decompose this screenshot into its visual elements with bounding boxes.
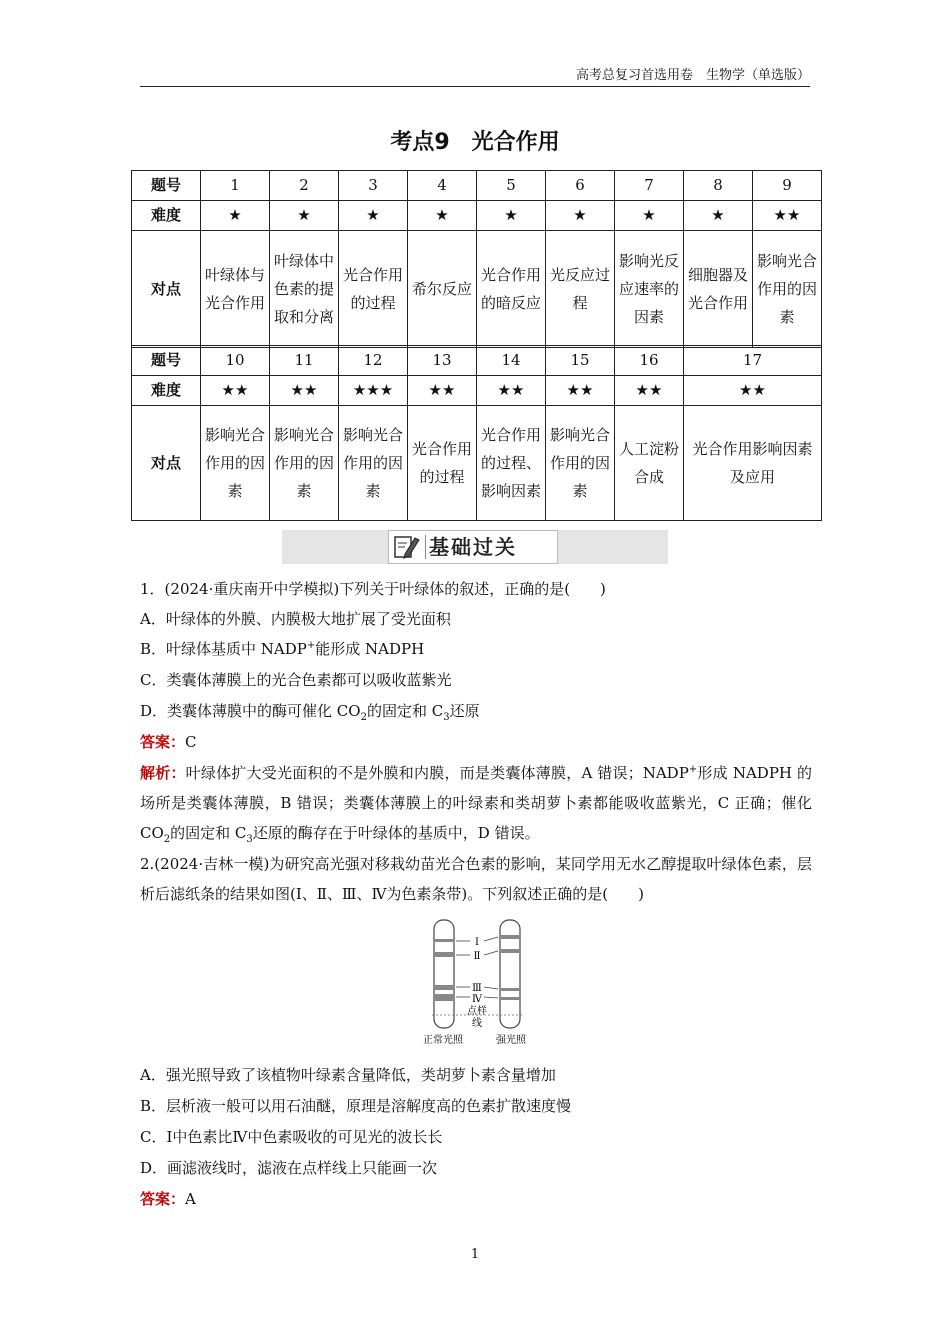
topic-cell: 光合作用影响因素及应用 bbox=[684, 406, 822, 521]
table-row bbox=[132, 346, 822, 376]
topic-cell: 光合作用的过程 bbox=[339, 231, 408, 348]
option-text: 还原 bbox=[449, 702, 480, 720]
topic-cell: 光合作用的过程、影响因素 bbox=[477, 406, 546, 521]
q2-option-c: C．Ⅰ中色素比Ⅳ中色素吸收的可见光的波长长 bbox=[140, 1128, 443, 1146]
question-number: 6 bbox=[546, 171, 615, 201]
q2-answer bbox=[140, 1184, 812, 1214]
band-label: Ⅱ bbox=[473, 951, 481, 962]
topic-table-1 bbox=[131, 170, 822, 348]
option-text: D．类囊体薄膜中的酶可催化 CO bbox=[140, 702, 361, 720]
row-label: 题号 bbox=[132, 346, 201, 376]
topic-cell: 光合作用的暗反应 bbox=[477, 231, 546, 348]
q1-option-c: C．类囊体薄膜上的光合色素都可以吸收蓝紫光 bbox=[140, 671, 452, 689]
topic-cell: 影响光合作用的因素 bbox=[201, 406, 270, 521]
question-number: 12 bbox=[339, 346, 408, 376]
question-number: 7 bbox=[615, 171, 684, 201]
question-number: 9 bbox=[753, 171, 822, 201]
row-label: 难度 bbox=[132, 201, 201, 231]
question-number: 16 bbox=[615, 346, 684, 376]
q2-option-a: A．强光照导致了该植物叶绿素含量降低，类胡萝卜素含量增加 bbox=[140, 1066, 556, 1084]
line-label: 线 bbox=[472, 1018, 482, 1029]
question-number: 14 bbox=[477, 346, 546, 376]
difficulty-stars: ★ bbox=[684, 201, 753, 231]
topic-cell: 人工淀粉合成 bbox=[615, 406, 684, 521]
header-text: 高考总复习首选用卷 生物学（单选版） bbox=[575, 68, 810, 83]
band-label: Ⅳ bbox=[472, 994, 482, 1005]
topic-cell: 影响光合作用的因素 bbox=[546, 406, 615, 521]
banner-divider bbox=[425, 535, 426, 559]
superscript: + bbox=[306, 640, 316, 651]
answer-value: A bbox=[185, 1190, 196, 1208]
answer-label: 答案： bbox=[140, 1190, 186, 1208]
difficulty-stars: ★★ bbox=[477, 376, 546, 406]
table-row bbox=[132, 406, 822, 521]
q1-analysis bbox=[140, 758, 812, 848]
line-label: 点样 bbox=[467, 1006, 487, 1017]
q1-stem: 1．(2024·重庆南开中学模拟)下列关于叶绿体的叙述，正确的是( ) bbox=[140, 580, 606, 598]
option-text: B．叶绿体基质中 NADP bbox=[140, 640, 307, 658]
option-text: 的固定和 C bbox=[366, 702, 444, 720]
left-caption: 正常光照 bbox=[423, 1035, 463, 1046]
difficulty-stars: ★ bbox=[477, 201, 546, 231]
topic-table-2 bbox=[131, 345, 822, 521]
difficulty-stars: ★★★ bbox=[339, 376, 408, 406]
analysis-label: 解析： bbox=[140, 764, 186, 782]
question-number: 17 bbox=[684, 346, 822, 376]
difficulty-stars: ★ bbox=[201, 201, 270, 231]
topic-cell: 细胞器及光合作用 bbox=[684, 231, 753, 348]
difficulty-stars: ★ bbox=[546, 201, 615, 231]
q1-answer bbox=[140, 727, 812, 757]
topic-cell: 叶绿体中色素的提取和分离 bbox=[270, 231, 339, 348]
question-number: 4 bbox=[408, 171, 477, 201]
question-number: 8 bbox=[684, 171, 753, 201]
difficulty-stars: ★ bbox=[615, 201, 684, 231]
q1-option-b bbox=[140, 634, 812, 664]
analysis-text: 还原的酶存在于叶绿体的基质中，D 错误。 bbox=[252, 824, 540, 842]
band-label: Ⅲ bbox=[472, 983, 482, 994]
difficulty-stars: ★★ bbox=[408, 376, 477, 406]
option-text: 能形成 NADPH bbox=[315, 640, 425, 658]
q1-option-d bbox=[140, 696, 812, 726]
page-number: 1 bbox=[470, 1247, 480, 1262]
topic-cell: 影响光合作用的因素 bbox=[270, 406, 339, 521]
section-title: 基础过关 bbox=[429, 535, 517, 559]
table-row bbox=[132, 231, 822, 348]
question-number: 3 bbox=[339, 171, 408, 201]
pencil-icon bbox=[393, 534, 421, 560]
superscript: + bbox=[688, 764, 698, 775]
subscript: 2 bbox=[360, 712, 367, 723]
question-number: 11 bbox=[270, 346, 339, 376]
topic-cell: 希尔反应 bbox=[408, 231, 477, 348]
topic-cell: 影响光反应速率的因素 bbox=[615, 231, 684, 348]
analysis-text: 形成 NADPH 的场所是类囊体薄膜，B 错误；类囊体薄膜上的叶绿素和类胡萝卜素都能吸收蓝紫光，C 正确；催化 CO bbox=[140, 764, 812, 842]
section-banner-box bbox=[388, 530, 558, 564]
difficulty-stars: ★ bbox=[270, 201, 339, 231]
row-label: 难度 bbox=[132, 376, 201, 406]
question-number: 2 bbox=[270, 171, 339, 201]
table-row bbox=[132, 201, 822, 231]
difficulty-stars: ★★ bbox=[615, 376, 684, 406]
question-number: 15 bbox=[546, 346, 615, 376]
analysis-text: 的固定和 C bbox=[170, 824, 247, 842]
question-number: 13 bbox=[408, 346, 477, 376]
difficulty-stars: ★★ bbox=[270, 376, 339, 406]
answer-label: 答案： bbox=[140, 733, 186, 751]
difficulty-stars: ★★ bbox=[753, 201, 822, 231]
topic-cell: 影响光合作用的因素 bbox=[339, 406, 408, 521]
table-row bbox=[132, 376, 822, 406]
page-title: 考点9 光合作用 bbox=[390, 130, 560, 155]
analysis-text: 叶绿体扩大受光面积的不是外膜和内膜，而是类囊体薄膜，A 错误；NADP bbox=[185, 764, 689, 782]
difficulty-stars: ★ bbox=[339, 201, 408, 231]
right-filter-strip bbox=[500, 920, 520, 1028]
right-caption: 强光照 bbox=[496, 1035, 526, 1046]
topic-cell: 叶绿体与光合作用 bbox=[201, 231, 270, 348]
question-number: 1 bbox=[201, 171, 270, 201]
topic-cell: 光合作用的过程 bbox=[408, 406, 477, 521]
row-label: 对点 bbox=[132, 231, 201, 348]
chromatography-figure bbox=[412, 915, 542, 1050]
answer-value: C bbox=[185, 733, 197, 751]
difficulty-stars: ★ bbox=[408, 201, 477, 231]
question-number: 5 bbox=[477, 171, 546, 201]
table-row bbox=[132, 171, 822, 201]
topic-cell: 影响光合作用的因素 bbox=[753, 231, 822, 348]
row-label: 题号 bbox=[132, 171, 201, 201]
q2-option-d: D．画滤液线时，滤液在点样线上只能画一次 bbox=[140, 1159, 438, 1177]
page-header bbox=[140, 66, 810, 87]
difficulty-stars: ★★ bbox=[546, 376, 615, 406]
difficulty-stars: ★★ bbox=[201, 376, 270, 406]
q1-option-a: A．叶绿体的外膜、内膜极大地扩展了受光面积 bbox=[140, 610, 451, 628]
topic-cell: 光反应过程 bbox=[546, 231, 615, 348]
subscript: 3 bbox=[246, 834, 253, 845]
row-label: 对点 bbox=[132, 406, 201, 521]
q2-stem: 2.(2024·吉林一模)为研究高光强对移栽幼苗光合色素的影响，某同学用无水乙醇提取叶绿体色素，层析后滤纸条的结果如图(Ⅰ、Ⅱ、Ⅲ、Ⅳ为色素条带)。下列叙述正确的是( ) bbox=[140, 855, 812, 903]
subscript: 2 bbox=[163, 834, 171, 845]
left-filter-strip bbox=[434, 920, 454, 1028]
subscript: 3 bbox=[443, 712, 450, 723]
section-banner bbox=[282, 530, 668, 564]
band-label: Ⅰ bbox=[475, 937, 479, 948]
question-number: 10 bbox=[201, 346, 270, 376]
difficulty-stars: ★★ bbox=[684, 376, 822, 406]
q2-option-b: B．层析液一般可以用石油醚，原理是溶解度高的色素扩散速度慢 bbox=[140, 1097, 572, 1115]
